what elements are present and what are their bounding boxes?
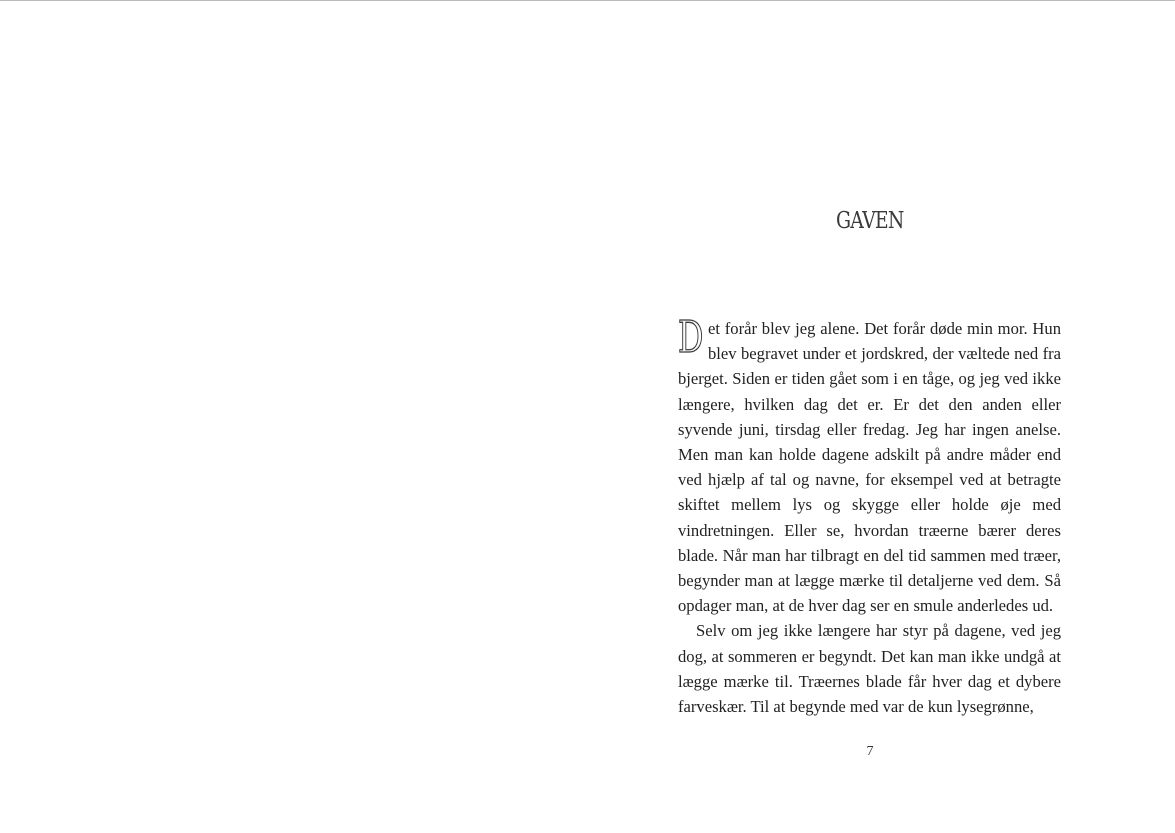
paragraph-1-text: et forår blev jeg alene. Det forår døde min mor. Hun blev begravet under et jordskred, der væltede ned fra bjerget. Siden er tiden gået som i en tåge, og jeg ved ikke længere, hvilken dag det er. Er det den anden eller syvende juni, tirsdag eller fredag. Jeg har ingen anelse. Men man kan holde dagene adskilt på andre måder end ved hjælp af tal og navne, for eksempel ved at betragte skiftet mellem lys og skygge eller holde øje med vindretningen. Eller se, hvordan træerne bærer deres blade. Når man har tilbragt en del tid sammen med træer, begynder man at lægge mærke til detaljerne ved dem. Så opdager man, at de hver dag ser en smule anderledes ud. xyxy=(678,319,1061,616)
page-number: 7 xyxy=(866,744,874,759)
paragraph-2: Selv om jeg ikke længere har styr på dagene, ved jeg dog, at sommeren er begyndt. Det kan man ikke undgå at lægge mærke til. Træernes blade får hver dag et dybere farveskær. Til at begynde med var de kun lysegrønne, xyxy=(678,621,1061,717)
left-page-blank xyxy=(0,1,587,833)
chapter-title: GAVEN xyxy=(836,208,904,234)
drop-cap: D xyxy=(678,312,704,363)
body-text xyxy=(678,312,1061,719)
paragraph-1 xyxy=(678,312,1061,618)
